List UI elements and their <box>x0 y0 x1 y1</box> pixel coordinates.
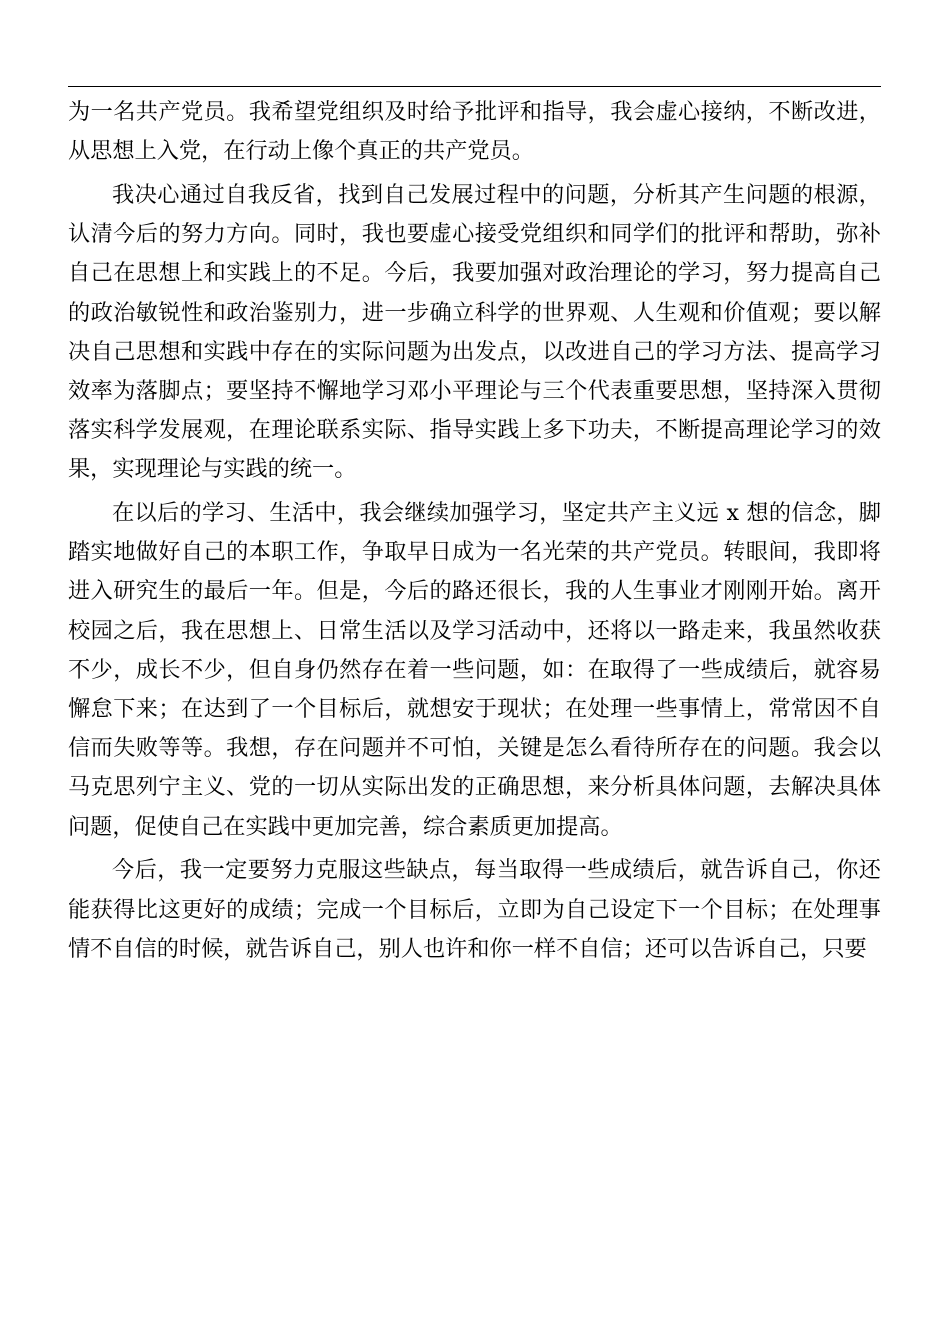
paragraph-continuation: 为一名共产党员。我希望党组织及时给予批评和指导，我会虚心接纳，不断改进，从思想上入党，在行动上像个真正的共产党员。 <box>68 99 881 165</box>
paragraph-future-study: 在以后的学习、生活中，我会继续加强学习，坚定共产主义远 x 想的信念，脚踏实地做好自己的本职工作，争取早日成为一名光荣的共产党员。转眼间，我即将进入研究生的最后一年。但是，今后的路还很长，我的人生事业才刚刚开始。离开校园之后，我在思想上、日常生活以及学习活动中，还将以一路走来，我虽然收获不少，成长不少，但自身仍然存在着一些问题，如：在取得了一些成绩后，就容易懈怠下来；在达到了一个目标后，就想安于现状；在处理一些事情上，常常因不自信而失败等等。我想，存在问题并不可怕，关键是怎么看待所存在的问题。我会以马克思列宁主义、党的一切从实际出发的正确思想，来分析具体问题，去解决具体问题，促使自己在实践中更加完善，综合素质更加提高。 <box>68 500 881 840</box>
paragraph-self-reflection: 我决心通过自我反省，找到自己发展过程中的问题，分析其产生问题的根源，认清今后的努力方向。同时，我也要虚心接受党组织和同学们的批评和帮助，弥补自己在思想上和实践上的不足。今后，我要加强对政治理论的学习，努力提高自己的政治敏锐性和政治鉴别力，进一步确立科学的世界观、人生观和价值观；要以解决自己思想和实践中存在的实际问题为出发点，以改进自己的学习方法、提高学习效率为落脚点；要坚持不懈地学习邓小平理论与三个代表重要思想，坚持深入贯彻落实科学发展观，在理论联系实际、指导实践上多下功夫，不断提高理论学习的效果，实现理论与实践的统一。 <box>68 181 881 483</box>
paragraph-overcome-shortcomings: 今后，我一定要努力克服这些缺点，每当取得一些成绩后，就告诉自己，你还能获得比这更好的成绩；完成一个目标后，立即为自己设定下一个目标；在处理事情不自信的时候，就告诉自己，别人也许和你一样不自信；还可以告诉自己，只要 <box>68 857 881 962</box>
document-body <box>68 93 881 973</box>
header-rule <box>68 86 881 87</box>
